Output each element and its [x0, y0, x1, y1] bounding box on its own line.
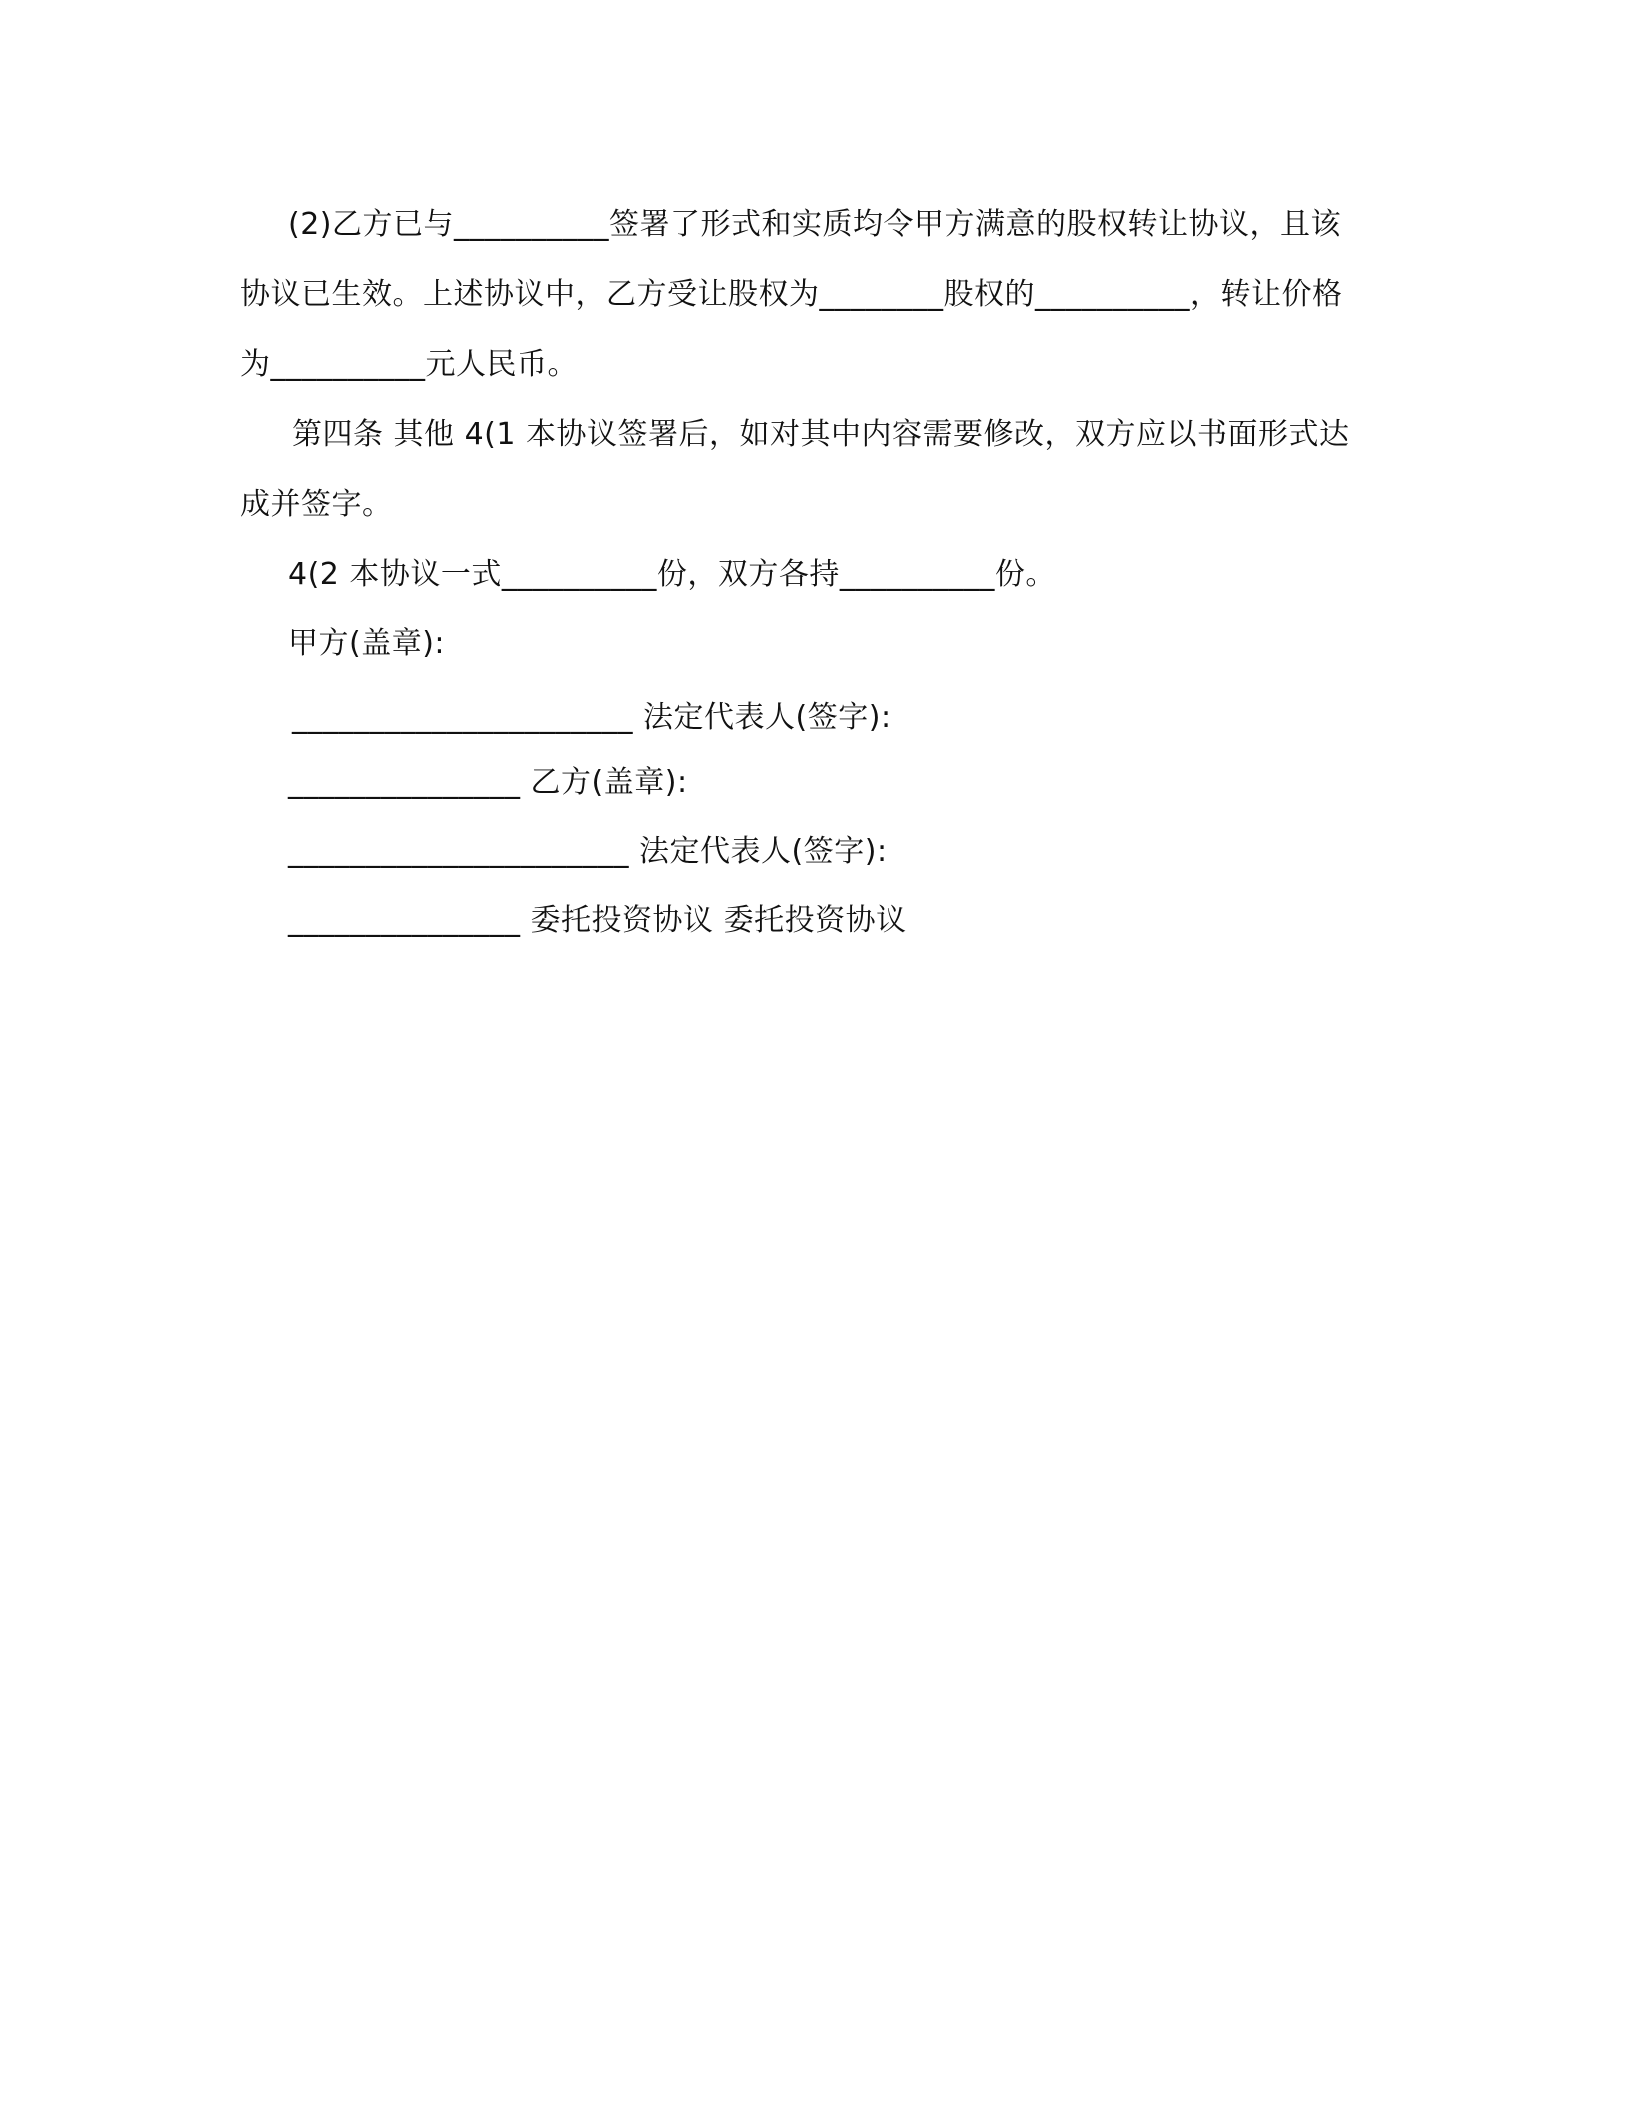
clause-3-2-line-1: (2)乙方已与__________签署了形式和实质均令甲方满意的股权转让协议，且该: [288, 207, 1341, 242]
document-footer-line: _______________ 委托投资协议 委托投资协议: [288, 903, 907, 938]
article-4-line-1: 第四条 其他 4(1 本协议签署后，如对其中内容需要修改，双方应以书面形式达: [292, 417, 1350, 452]
party-a-signature-line: ______________________ 法定代表人(签字):: [292, 700, 892, 735]
party-a-seal-label: 甲方(盖章):: [288, 626, 446, 661]
party-b-signature-line: ______________________ 法定代表人(签字):: [288, 834, 888, 869]
clause-3-2-line-2: 协议已生效。上述协议中，乙方受让股权为________股权的__________，转让价格: [240, 277, 1343, 312]
clause-3-2-line-3: 为__________元人民币。: [240, 347, 578, 382]
party-b-seal-line: _______________ 乙方(盖章):: [288, 765, 688, 800]
clause-4-2: 4(2 本协议一式__________份，双方各持__________份。: [288, 557, 1056, 592]
article-4-line-2: 成并签字。: [240, 487, 393, 522]
